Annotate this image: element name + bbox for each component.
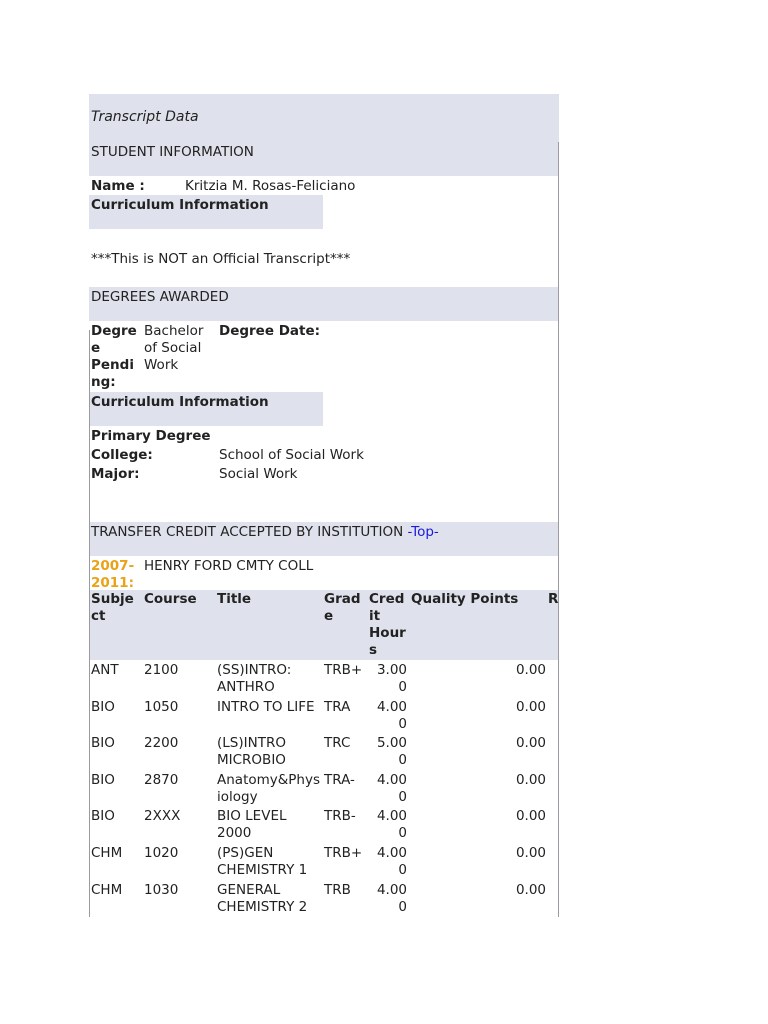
- cell-subject: ANT: [91, 662, 119, 678]
- major-label: Major:: [91, 466, 140, 482]
- cell-quality-points: 0.00: [515, 699, 546, 715]
- cell-credit-hours: 4.00 0: [376, 808, 407, 841]
- cell-grade: TRA: [324, 699, 351, 715]
- cell-credit-hours: 4.00 0: [376, 772, 407, 805]
- cell-credit-hours: 5.00 0: [376, 735, 407, 768]
- cell-title: BIO LEVEL 2000: [217, 808, 287, 841]
- cell-subject: BIO: [91, 808, 115, 824]
- degree-value: Bachelor of Social Work: [144, 323, 204, 373]
- cell-title: Anatomy&Phys iology: [217, 772, 321, 805]
- college-label: College:: [91, 447, 153, 463]
- cell-subject: BIO: [91, 735, 115, 751]
- college-value: School of Social Work: [219, 447, 364, 463]
- column-grade: Grad e: [324, 591, 361, 624]
- cell-quality-points: 0.00: [515, 662, 546, 678]
- cell-title: (SS)INTRO: ANTHRO: [217, 662, 292, 695]
- term-label: 2007- 2011:: [91, 558, 135, 591]
- degree-label: Degre e Pendi ng:: [91, 323, 137, 390]
- cell-quality-points: 0.00: [515, 882, 546, 898]
- cell-course: 1050: [144, 699, 179, 715]
- cell-course: 2XXX: [144, 808, 181, 824]
- page-title: Transcript Data: [91, 109, 199, 125]
- top-link[interactable]: -Top-: [407, 524, 439, 540]
- cell-grade: TRB-: [324, 808, 356, 824]
- right-border: [558, 142, 559, 917]
- cell-grade: TRB+: [324, 662, 363, 678]
- cell-course: 2200: [144, 735, 179, 751]
- cell-title: (PS)GEN CHEMISTRY 1: [217, 845, 308, 878]
- cell-title: INTRO TO LIFE: [217, 699, 315, 715]
- degrees-section-heading: DEGREES AWARDED: [91, 289, 229, 305]
- cell-credit-hours: 4.00 0: [376, 882, 407, 915]
- student-name: Kritzia M. Rosas-Feliciano: [185, 178, 356, 194]
- cell-credit-hours: 3.00 0: [376, 662, 407, 695]
- column-subject: Subje ct: [91, 591, 134, 624]
- name-label: Name :: [91, 178, 145, 194]
- column-quality-points: Quality Points: [411, 591, 519, 607]
- cell-grade: TRB: [324, 882, 351, 898]
- cell-course: 1020: [144, 845, 179, 861]
- transfer-section-title: TRANSFER CREDIT ACCEPTED BY INSTITUTION: [91, 524, 404, 540]
- cell-quality-points: 0.00: [515, 735, 546, 751]
- column-credit-hours: Cred it Hour s: [369, 591, 406, 658]
- cell-course: 2870: [144, 772, 179, 788]
- cell-credit-hours: 4.00 0: [376, 699, 407, 732]
- cell-course: 1030: [144, 882, 179, 898]
- cell-grade: TRA-: [324, 772, 355, 788]
- degree-date-label: Degree Date:: [219, 323, 321, 339]
- transfer-section-heading: [91, 524, 439, 540]
- student-section-heading: STUDENT INFORMATION: [91, 144, 254, 160]
- curriculum-heading: Curriculum Information: [91, 394, 269, 410]
- institution-name: HENRY FORD CMTY COLL: [144, 558, 314, 574]
- cell-title: (LS)INTRO MICROBIO: [217, 735, 286, 768]
- cell-title: GENERAL CHEMISTRY 2: [217, 882, 308, 915]
- column-title: Title: [217, 591, 252, 607]
- cell-course: 2100: [144, 662, 179, 678]
- cell-credit-hours: 4.00 0: [376, 845, 407, 878]
- cell-subject: CHM: [91, 882, 123, 898]
- cell-quality-points: 0.00: [515, 808, 546, 824]
- disclaimer: ***This is NOT an Official Transcript***: [91, 251, 351, 267]
- curriculum-heading: Curriculum Information: [91, 197, 269, 213]
- major-value: Social Work: [219, 466, 298, 482]
- cell-grade: TRC: [324, 735, 351, 751]
- cell-subject: BIO: [91, 699, 115, 715]
- cell-quality-points: 0.00: [515, 845, 546, 861]
- cell-quality-points: 0.00: [515, 772, 546, 788]
- cell-grade: TRB+: [324, 845, 363, 861]
- column-course: Course: [144, 591, 197, 607]
- cell-subject: CHM: [91, 845, 123, 861]
- cell-subject: BIO: [91, 772, 115, 788]
- primary-degree-label: Primary Degree: [91, 428, 211, 444]
- column-r: R: [548, 591, 559, 607]
- left-border: [89, 330, 90, 917]
